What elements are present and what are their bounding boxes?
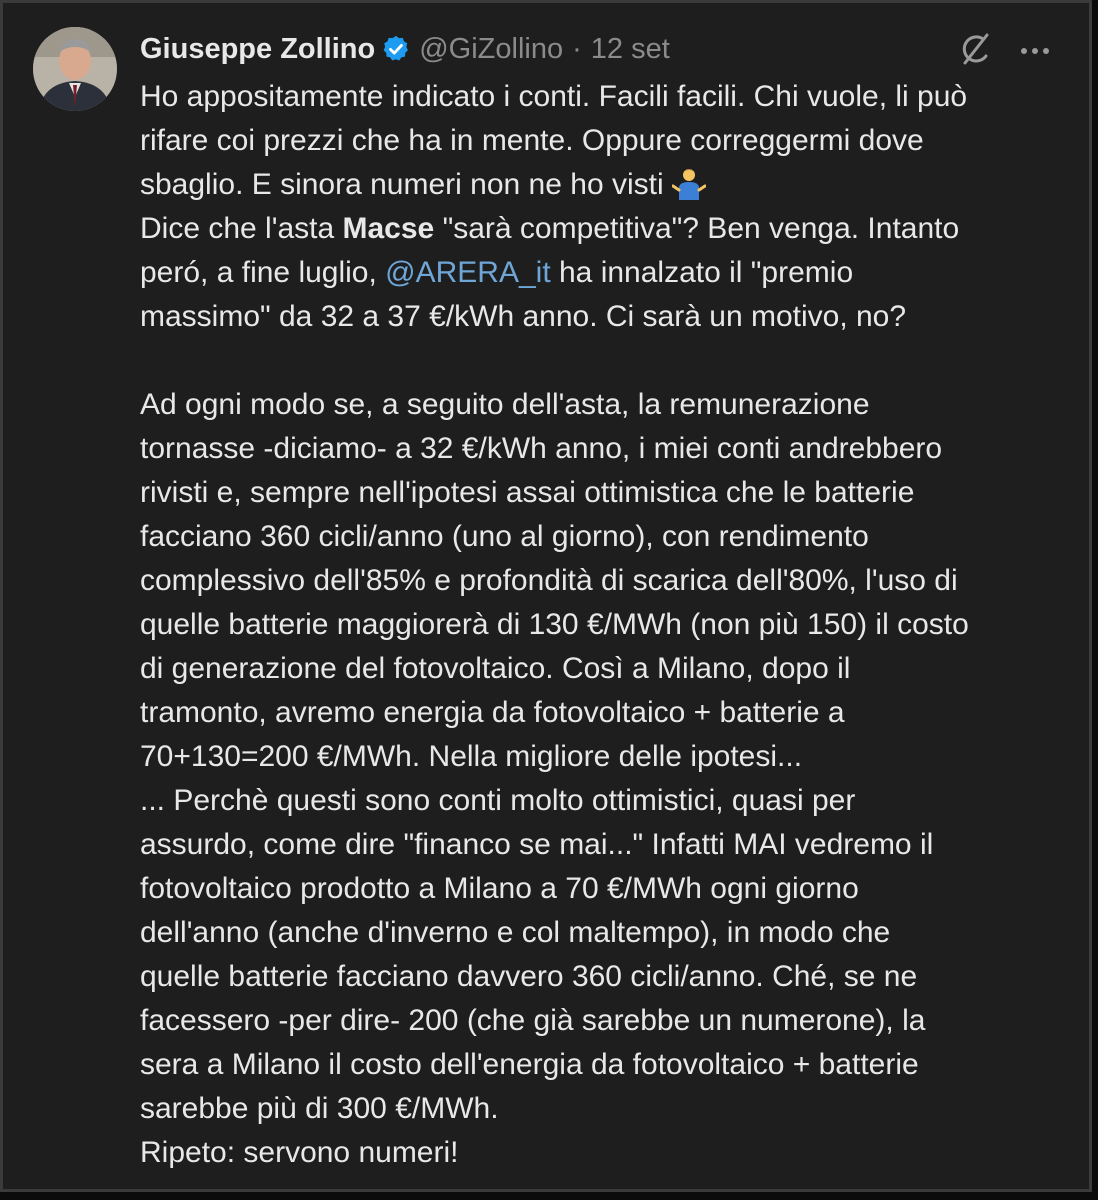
tweet-line: 70+130=200 €/MWh. Nella migliore delle ipotesi...	[140, 740, 803, 773]
author-name[interactable]: Giuseppe Zollino	[140, 32, 376, 65]
tweet-line: fotovoltaico prodotto a Milano a 70 €/MWh ogni giorno	[140, 872, 859, 905]
tweet-line: sarebbe più di 300 €/MWh.	[140, 1092, 499, 1125]
tweet-line: sera a Milano il costo dell'energia da fotovoltaico + batterie	[140, 1048, 919, 1081]
mention-link[interactable]: @ARERA_it	[385, 256, 551, 289]
tweet-line: peró, a fine luglio, @ARERA_it ha innalzato il "premio	[140, 256, 854, 289]
tweet-line: facciano 360 cicli/anno (uno al giorno), con rendimento	[140, 520, 869, 553]
separator: ·	[572, 32, 582, 65]
blank-line	[140, 339, 1080, 383]
person-shrugging-emoji-icon	[672, 166, 706, 200]
tweet-line: assurdo, come dire "financo se mai..." Infatti MAI vedremo il	[140, 828, 934, 861]
tweet-line: facessero -per dire- 200 (che già sarebbe un numerone), la	[140, 1004, 926, 1037]
author-handle[interactable]: @GiZollino	[419, 32, 564, 65]
tweet-line: di generazione del fotovoltaico. Così a Milano, dopo il	[140, 652, 851, 685]
tweet-line: Ad ogni modo se, a seguito dell'asta, la remunerazione	[140, 388, 870, 421]
tweet-line: sbaglio. E sinora numeri non ne ho visti	[140, 163, 1080, 207]
tweet-line: rifare coi prezzi che ha in mente. Oppure correggermi dove	[140, 124, 924, 157]
verified-badge-icon	[381, 34, 411, 64]
tweet-line: Ho appositamente indicato i conti. Facili facili. Chi vuole, li può	[140, 80, 968, 113]
tweet-line: ... Perchè questi sono conti molto ottimistici, quasi per	[140, 784, 856, 817]
tweet-line: Dice che l'asta Macse "sarà competitiva"? Ben venga. Intanto	[140, 212, 960, 245]
tweet-line: complessivo dell'85% e profondità di scarica dell'80%, l'uso di	[140, 564, 958, 597]
tweet-line: massimo" da 32 a 37 €/kWh anno. Ci sarà un motivo, no?	[140, 300, 907, 333]
grok-icon[interactable]	[957, 31, 993, 67]
avatar-portrait-icon	[33, 27, 117, 111]
tweet-line: dell'anno (anche d'inverno e col maltempo), in modo che	[140, 916, 891, 949]
tweet-line: tramonto, avremo energia da fotovoltaico + batterie a	[140, 696, 845, 729]
tweet	[3, 3, 1089, 1189]
tweet-line: quelle batterie facciano davvero 360 cicli/anno. Ché, se ne	[140, 960, 918, 993]
tweet-line: quelle batterie maggiorerà di 130 €/MWh (non più 150) il costo	[140, 608, 969, 641]
tweet-line: tornasse -diciamo- a 32 €/kWh anno, i miei conti andrebbero	[140, 432, 943, 465]
tweet-text	[140, 75, 1080, 1175]
tweet-line: Ripeto: servono numeri!	[140, 1136, 459, 1169]
more-options-icon[interactable]	[1019, 43, 1051, 53]
avatar[interactable]	[33, 27, 117, 111]
tweet-date[interactable]: 12 set	[590, 32, 670, 65]
tweet-line: rivisti e, sempre nell'ipotesi assai ottimistica che le batterie	[140, 476, 915, 509]
bold-term: Macse	[342, 212, 435, 245]
tweet-header	[140, 29, 1069, 69]
